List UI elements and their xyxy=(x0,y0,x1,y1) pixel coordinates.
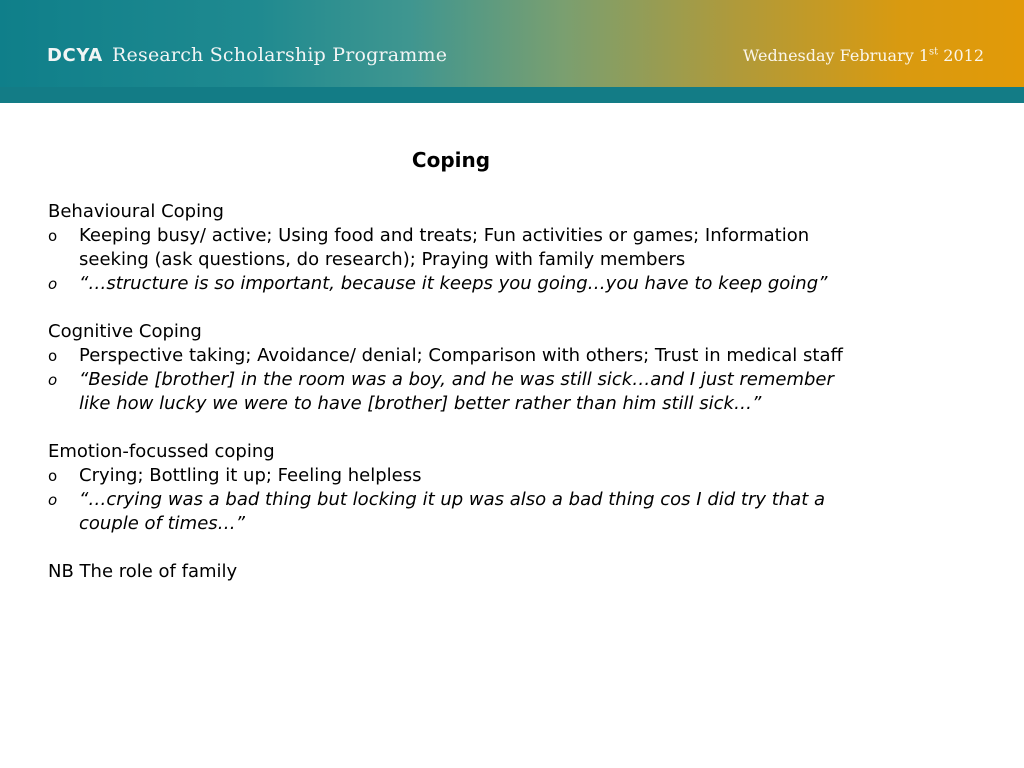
bullet-list xyxy=(48,344,868,416)
hollow-circle-bullet-icon: o xyxy=(48,347,58,365)
section-behavioural-coping xyxy=(48,200,868,296)
event-date-main: Wednesday February 1 xyxy=(742,46,930,65)
quote-item xyxy=(48,488,868,536)
bullet-text: Keeping busy/ active; Using food and treats; Fun activities or games; Information seeking (ask questions, do research); Praying with family members xyxy=(79,225,810,270)
bullet-item xyxy=(48,344,868,368)
hollow-circle-bullet-icon: o xyxy=(48,227,58,245)
section-heading: Cognitive Coping xyxy=(48,321,202,342)
event-date xyxy=(743,46,984,65)
quote-text: “Beside [brother] in the room was a boy, and he was still sick…and I just remember like how lucky we were to have [brother] better rather than him still sick…” xyxy=(79,369,834,414)
slide-body xyxy=(48,148,868,584)
quote-item xyxy=(48,272,868,296)
section-heading: Emotion-focussed coping xyxy=(48,441,275,462)
event-date-year: 2012 xyxy=(943,46,984,65)
programme-title xyxy=(47,44,447,74)
programme-name: Research Scholarship Programme xyxy=(112,44,448,66)
quote-text: “…crying was a bad thing but locking it up was also a bad thing cos I did try that a couple of times…” xyxy=(79,489,826,534)
section-emotion-focussed-coping xyxy=(48,440,868,536)
closing-note: NB The role of family xyxy=(48,561,238,582)
quote-text: “…structure is so important, because it keeps you going…you have to keep going” xyxy=(79,273,828,294)
header-divider xyxy=(0,87,1024,103)
hollow-circle-bullet-icon: o xyxy=(48,371,58,389)
bullet-list xyxy=(48,224,868,296)
hollow-circle-bullet-icon: o xyxy=(48,491,58,509)
bullet-text: Perspective taking; Avoidance/ denial; Comparison with others; Trust in medical staff xyxy=(79,345,843,366)
quote-item xyxy=(48,368,868,416)
organisation-acronym: DCYA xyxy=(47,45,103,66)
bullet-text: Crying; Bottling it up; Feeling helpless xyxy=(79,465,422,486)
section-heading: Behavioural Coping xyxy=(48,201,224,222)
section-cognitive-coping xyxy=(48,320,868,416)
bullet-list xyxy=(48,464,868,536)
bullet-item xyxy=(48,224,868,272)
slide-title: Coping xyxy=(411,148,491,172)
header-banner xyxy=(0,0,1024,87)
hollow-circle-bullet-icon: o xyxy=(48,275,58,293)
event-date-ordinal: st xyxy=(929,46,939,58)
bullet-item xyxy=(48,464,868,488)
hollow-circle-bullet-icon: o xyxy=(48,467,58,485)
